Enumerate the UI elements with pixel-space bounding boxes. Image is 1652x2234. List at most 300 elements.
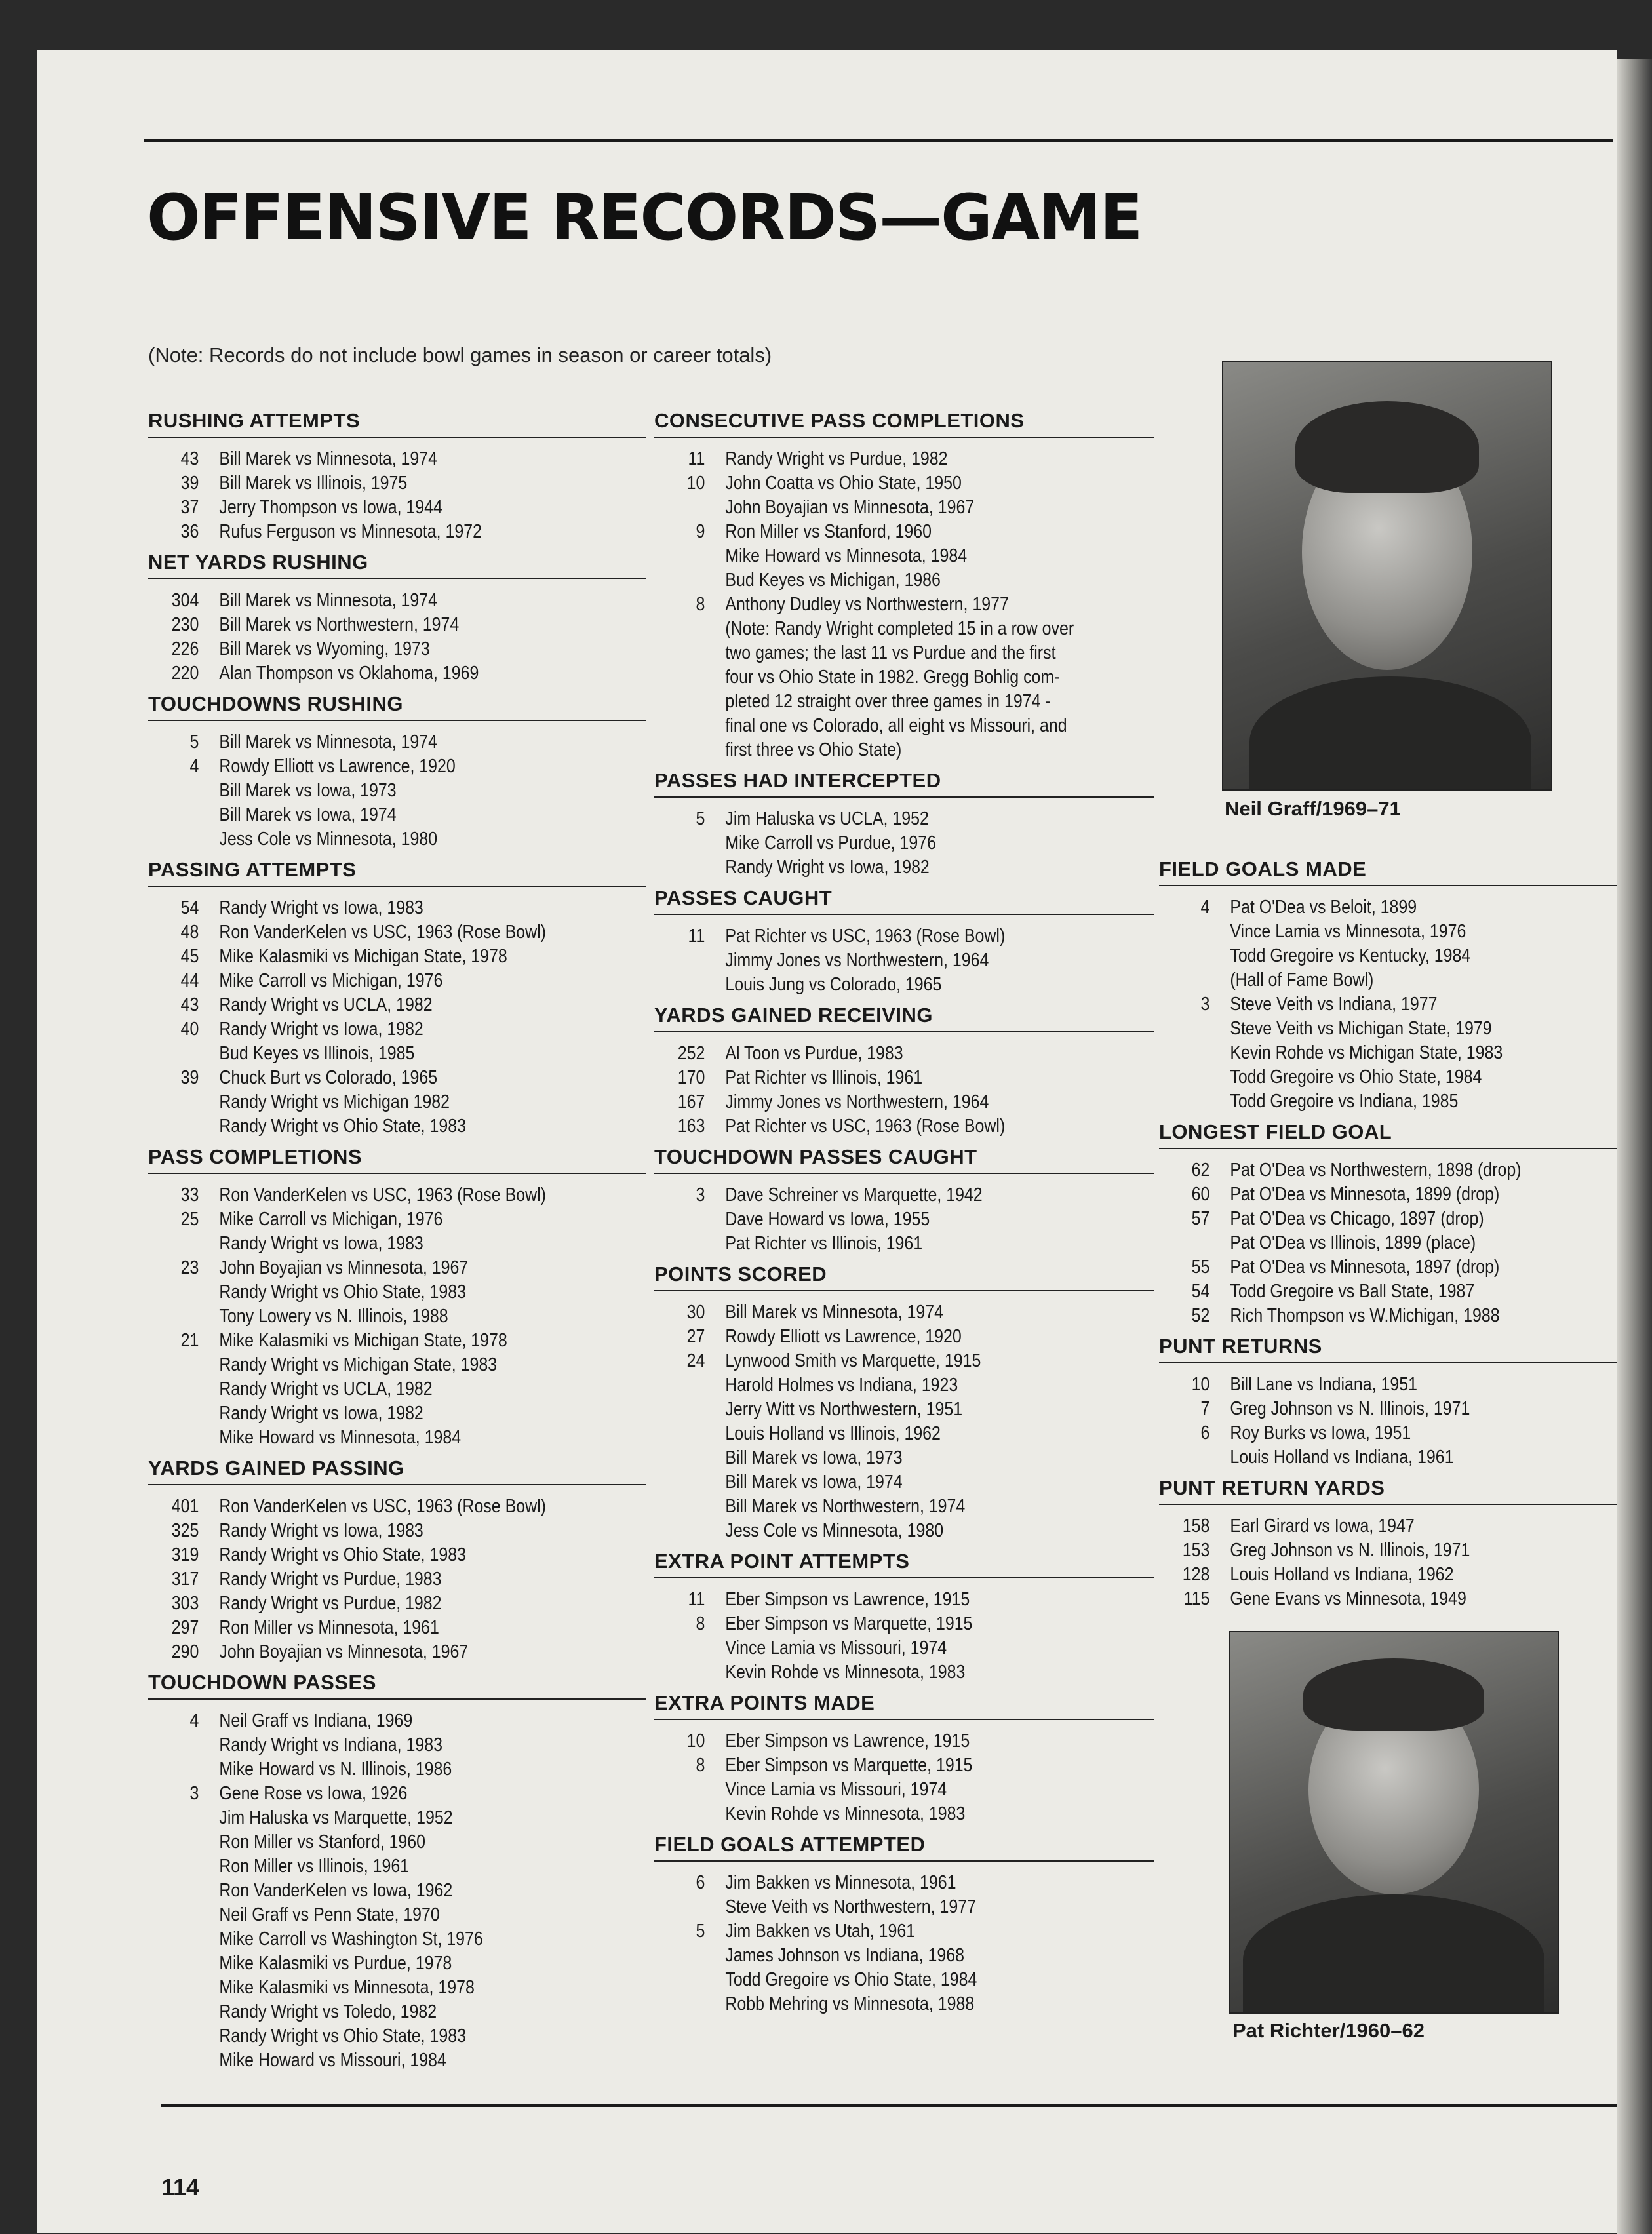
record-row — [148, 1280, 577, 1304]
photo-caption-pat-richter: Pat Richter/1960–62 — [1232, 2019, 1425, 2042]
section-heading: CONSECUTIVE PASS COMPLETIONS — [654, 409, 1154, 438]
record-row — [148, 471, 577, 496]
record-row — [654, 1519, 1084, 1543]
photo-pat-richter — [1229, 1631, 1559, 2014]
record-holder: Eber Simpson vs Lawrence, 1915 — [725, 1731, 970, 1752]
record-row — [148, 2024, 577, 2048]
record-holder: Alan Thompson vs Oklahoma, 1969 — [219, 663, 479, 684]
record-value — [148, 827, 199, 852]
record-row — [1159, 1445, 1552, 1470]
record-row — [654, 496, 1084, 520]
record-row — [1159, 1587, 1552, 1611]
record-row — [654, 471, 1084, 496]
record-row — [654, 1207, 1084, 1232]
record-row — [654, 807, 1084, 831]
record-value: 62 — [1191, 1160, 1210, 1181]
record-value — [148, 1377, 199, 1401]
record-value — [654, 1992, 705, 2016]
section-heading: YARDS GAINED RECEIVING — [654, 1004, 1154, 1032]
record-row — [1159, 1538, 1552, 1563]
record-value: 317 — [171, 1569, 199, 1590]
record-holder: Todd Gregoire vs Kentucky, 1984 — [1230, 945, 1471, 966]
record-row — [1159, 1563, 1552, 1587]
section-heading: PASSING ATTEMPTS — [148, 858, 646, 887]
record-holder: Rich Thompson vs W.Michigan, 1988 — [1230, 1305, 1500, 1326]
record-holder: Randy Wright vs Indiana, 1983 — [219, 1734, 442, 1755]
record-holder: Bill Marek vs Northwestern, 1974 — [219, 614, 460, 635]
record-value — [148, 803, 199, 827]
record-holder: Mike Howard vs N. Illinois, 1986 — [219, 1759, 452, 1780]
record-row — [148, 1976, 577, 2000]
record-value: 54 — [1191, 1281, 1210, 1302]
record-holder: Jim Bakken vs Minnesota, 1961 — [725, 1872, 956, 1893]
record-holder: Bud Keyes vs Illinois, 1985 — [219, 1043, 415, 1064]
record-value — [1159, 1017, 1210, 1041]
record-value — [148, 1280, 199, 1304]
record-value — [654, 1895, 705, 1919]
record-row — [1159, 1065, 1552, 1089]
record-row — [1159, 1207, 1552, 1231]
record-holder: Anthony Dudley vs Northwestern, 1977 — [725, 594, 1009, 615]
section-heading: LONGEST FIELD GOAL — [1159, 1120, 1617, 1149]
record-holder: Randy Wright vs Toledo, 1982 — [219, 2001, 437, 2022]
record-holder: (Hall of Fame Bowl) — [1230, 970, 1374, 990]
record-row — [654, 1612, 1084, 1636]
record-holder: Bill Marek vs Minnesota, 1974 — [219, 590, 438, 611]
record-value — [654, 1470, 705, 1495]
record-row — [654, 1660, 1084, 1685]
section-heading: EXTRA POINT ATTEMPTS — [654, 1550, 1154, 1578]
record-row — [1159, 1041, 1552, 1065]
record-holder: Mike Carroll vs Purdue, 1976 — [725, 833, 936, 853]
record-row — [654, 1301, 1084, 1325]
record-value — [654, 690, 705, 714]
record-value — [654, 1636, 705, 1660]
record-row — [654, 617, 1084, 641]
record-value: 128 — [1182, 1564, 1210, 1585]
record-row — [654, 447, 1084, 471]
page-binding-edge — [1617, 59, 1652, 2234]
record-value — [148, 1757, 199, 1782]
record-row — [148, 1830, 577, 1854]
record-value: 60 — [1191, 1184, 1210, 1205]
record-holder: Randy Wright vs Purdue, 1982 — [219, 1593, 442, 1614]
record-row — [654, 665, 1084, 690]
record-value: 5 — [189, 732, 199, 753]
record-row — [654, 924, 1084, 949]
record-value: 9 — [696, 521, 705, 542]
record-row — [148, 1592, 577, 1616]
record-holder: Randy Wright vs Ohio State, 1983 — [219, 1282, 466, 1303]
record-value: 48 — [180, 922, 199, 943]
record-holder: (Note: Randy Wright completed 15 in a row over — [725, 618, 1074, 639]
record-section — [654, 409, 1154, 762]
record-value — [654, 1398, 705, 1422]
record-value: 54 — [180, 897, 199, 918]
record-value — [148, 1353, 199, 1377]
record-value — [148, 1090, 199, 1114]
record-row — [654, 1871, 1084, 1895]
record-row — [148, 2000, 577, 2024]
record-value: 319 — [171, 1544, 199, 1565]
record-row — [148, 1042, 577, 1066]
record-row — [148, 1951, 577, 1976]
record-holder: Bill Marek vs Iowa, 1973 — [725, 1447, 903, 1468]
record-value: 163 — [677, 1116, 705, 1137]
record-value — [654, 714, 705, 738]
record-section — [654, 769, 1154, 880]
record-holder: John Boyajian vs Minnesota, 1967 — [725, 497, 975, 518]
record-value: 167 — [677, 1091, 705, 1112]
record-value: 5 — [696, 808, 705, 829]
record-holder: Mike Carroll vs Michigan, 1976 — [219, 1209, 443, 1230]
record-holder: Steve Veith vs Indiana, 1977 — [1230, 994, 1438, 1015]
record-row — [148, 730, 577, 754]
record-holder: Vince Lamia vs Missouri, 1974 — [725, 1779, 947, 1800]
record-holder: Greg Johnson vs N. Illinois, 1971 — [1230, 1540, 1470, 1561]
record-value — [148, 1806, 199, 1830]
record-row — [1159, 895, 1552, 920]
section-heading: YARDS GAINED PASSING — [148, 1457, 646, 1485]
record-value — [654, 949, 705, 973]
record-value: 11 — [688, 448, 705, 469]
record-holder: Al Toon vs Purdue, 1983 — [725, 1043, 903, 1064]
record-value: 25 — [180, 1209, 199, 1230]
record-holder: Randy Wright vs Ohio State, 1983 — [219, 1116, 466, 1137]
record-holder: Ron VanderKelen vs USC, 1963 (Rose Bowl) — [219, 1496, 546, 1517]
record-value — [654, 1778, 705, 1802]
record-value — [148, 1927, 199, 1951]
record-value — [148, 779, 199, 803]
record-value: 40 — [180, 1019, 199, 1040]
record-value: 8 — [696, 1613, 705, 1634]
record-row — [148, 1757, 577, 1782]
record-holder: Pat Richter vs USC, 1963 (Rose Bowl) — [725, 1116, 1006, 1137]
record-row — [148, 920, 577, 945]
record-section — [654, 1145, 1154, 1256]
record-section — [148, 409, 646, 544]
record-value: 39 — [180, 473, 199, 494]
record-value — [1159, 920, 1210, 944]
record-value — [654, 1968, 705, 1992]
record-row — [654, 544, 1084, 568]
section-heading: PASS COMPLETIONS — [148, 1145, 646, 1174]
record-row — [148, 1567, 577, 1592]
record-row — [148, 1927, 577, 1951]
photo-hair — [1303, 1658, 1484, 1731]
section-heading: PUNT RETURN YARDS — [1159, 1476, 1617, 1505]
record-row — [654, 1802, 1084, 1826]
record-row — [1159, 1280, 1552, 1304]
record-section — [1159, 1476, 1617, 1611]
record-value: 43 — [180, 994, 199, 1015]
record-value — [654, 738, 705, 762]
record-holder: Ron Miller vs Stanford, 1960 — [219, 1832, 426, 1852]
record-value — [654, 665, 705, 690]
record-row — [148, 1519, 577, 1543]
record-value — [654, 1519, 705, 1543]
record-row — [654, 1446, 1084, 1470]
record-row — [654, 1325, 1084, 1349]
record-holder: Eber Simpson vs Marquette, 1915 — [725, 1755, 973, 1776]
record-row — [654, 1066, 1084, 1090]
record-value: 57 — [1191, 1208, 1210, 1229]
record-holder: Robb Mehring vs Minnesota, 1988 — [725, 1993, 975, 2014]
record-row — [654, 1895, 1084, 1919]
record-value: 23 — [180, 1257, 199, 1278]
record-holder: Randy Wright vs Iowa, 1982 — [219, 1403, 423, 1424]
record-holder: Pat Richter vs Illinois, 1961 — [725, 1233, 923, 1254]
record-value — [148, 1401, 199, 1426]
record-value: 304 — [171, 590, 199, 611]
record-value: 24 — [686, 1350, 705, 1371]
record-row — [148, 803, 577, 827]
record-value: 290 — [171, 1641, 199, 1662]
record-row — [148, 827, 577, 852]
record-row — [654, 1232, 1084, 1256]
record-holder: Bill Marek vs Minnesota, 1974 — [219, 732, 438, 753]
section-heading: PASSES HAD INTERCEPTED — [654, 769, 1154, 798]
record-holder: Eber Simpson vs Lawrence, 1915 — [725, 1589, 970, 1610]
record-value — [654, 1373, 705, 1398]
record-holder: Bill Lane vs Indiana, 1951 — [1230, 1374, 1418, 1395]
record-row — [654, 714, 1084, 738]
record-holder: Ron Miller vs Minnesota, 1961 — [219, 1617, 439, 1638]
record-row — [148, 1495, 577, 1519]
record-row — [654, 1470, 1084, 1495]
record-value — [654, 568, 705, 593]
record-value: 11 — [688, 1589, 705, 1610]
record-value: 115 — [1183, 1588, 1210, 1609]
record-value — [654, 831, 705, 855]
record-value: 170 — [677, 1067, 705, 1088]
record-row — [148, 1377, 577, 1401]
record-holder: Pat O'Dea vs Beloit, 1899 — [1230, 897, 1417, 918]
record-holder: Mike Howard vs Minnesota, 1984 — [219, 1427, 462, 1448]
record-row — [654, 1636, 1084, 1660]
record-row — [148, 1183, 577, 1207]
bottom-rule — [161, 2104, 1617, 2107]
record-row — [148, 1066, 577, 1090]
record-holder: Bill Marek vs Illinois, 1975 — [219, 473, 408, 494]
record-value: 45 — [180, 946, 199, 967]
record-holder: pleted 12 straight over three games in 1974 - — [725, 691, 1051, 712]
record-row — [148, 496, 577, 520]
section-heading: EXTRA POINTS MADE — [654, 1691, 1154, 1720]
record-row — [654, 690, 1084, 714]
record-section — [148, 551, 646, 686]
record-section — [1159, 1120, 1617, 1328]
record-value — [654, 855, 705, 880]
record-value: 153 — [1182, 1540, 1210, 1561]
record-holder: Chuck Burt vs Colorado, 1965 — [219, 1067, 438, 1088]
record-value — [1159, 1065, 1210, 1089]
record-row — [654, 855, 1084, 880]
record-row — [1159, 1421, 1552, 1445]
record-row — [148, 1543, 577, 1567]
record-value: 37 — [180, 497, 199, 518]
record-value — [148, 1830, 199, 1854]
record-holder: Steve Veith vs Northwestern, 1977 — [725, 1896, 976, 1917]
record-value — [654, 1446, 705, 1470]
record-holder: James Johnson vs Indiana, 1968 — [725, 1945, 964, 1966]
record-row — [1159, 992, 1552, 1017]
record-row — [148, 1207, 577, 1232]
record-holder: Gene Evans vs Minnesota, 1949 — [1230, 1588, 1466, 1609]
record-holder: Randy Wright vs Michigan State, 1983 — [219, 1354, 498, 1375]
record-value: 10 — [686, 1731, 705, 1752]
record-row — [148, 661, 577, 686]
record-holder: Dave Howard vs Iowa, 1955 — [725, 1209, 930, 1230]
record-holder: Jim Bakken vs Utah, 1961 — [725, 1921, 916, 1942]
record-value: 43 — [180, 448, 199, 469]
record-value: 3 — [1200, 994, 1210, 1015]
record-section — [1159, 1335, 1617, 1470]
column-right — [1159, 857, 1617, 1611]
record-value — [148, 1879, 199, 1903]
record-holder: Mike Kalasmiki vs Minnesota, 1978 — [219, 1977, 475, 1998]
record-holder: Dave Schreiner vs Marquette, 1942 — [725, 1185, 983, 1205]
top-rule — [144, 139, 1613, 142]
section-heading: FIELD GOALS ATTEMPTED — [654, 1833, 1154, 1862]
record-section — [148, 692, 646, 852]
record-value — [1159, 968, 1210, 992]
record-section — [148, 858, 646, 1139]
record-holder: Louis Jung vs Colorado, 1965 — [725, 974, 942, 995]
record-holder: Todd Gregoire vs Ohio State, 1984 — [725, 1969, 977, 1990]
record-holder: Pat Richter vs USC, 1963 (Rose Bowl) — [725, 926, 1006, 947]
record-holder: Randy Wright vs Iowa, 1983 — [219, 1233, 423, 1254]
record-value — [148, 1976, 199, 2000]
page-title: OFFENSIVE RECORDS—GAME — [147, 181, 1142, 254]
record-value — [654, 1944, 705, 1968]
record-holder: Todd Gregoire vs Indiana, 1985 — [1230, 1091, 1459, 1112]
record-value: 55 — [1191, 1257, 1210, 1278]
record-holder: Rowdy Elliott vs Lawrence, 1920 — [725, 1326, 962, 1347]
record-value — [148, 1951, 199, 1976]
section-heading: TOUCHDOWN PASSES CAUGHT — [654, 1145, 1154, 1174]
record-row — [654, 1183, 1084, 1207]
record-value: 8 — [696, 1755, 705, 1776]
record-value: 44 — [180, 970, 199, 991]
record-value — [148, 1733, 199, 1757]
record-holder: Harold Holmes vs Indiana, 1923 — [725, 1375, 958, 1396]
record-holder: Steve Veith vs Michigan State, 1979 — [1230, 1018, 1492, 1039]
section-heading: NET YARDS RUSHING — [148, 551, 646, 579]
record-value: 33 — [180, 1185, 199, 1205]
record-row — [1159, 1304, 1552, 1328]
record-value — [148, 2048, 199, 2073]
record-holder: Pat Richter vs Illinois, 1961 — [725, 1067, 923, 1088]
record-value: 220 — [171, 663, 199, 684]
record-holder: Randy Wright vs Michigan 1982 — [219, 1091, 450, 1112]
section-heading: PUNT RETURNS — [1159, 1335, 1617, 1363]
section-heading: TOUCHDOWN PASSES — [148, 1671, 646, 1700]
record-row — [148, 1090, 577, 1114]
record-value: 11 — [688, 926, 705, 947]
record-section — [1159, 857, 1617, 1114]
record-section — [148, 1671, 646, 2073]
record-row — [148, 993, 577, 1017]
record-value: 252 — [677, 1043, 705, 1064]
record-holder: Pat O'Dea vs Minnesota, 1897 (drop) — [1230, 1257, 1500, 1278]
record-row — [654, 1422, 1084, 1446]
record-holder: John Boyajian vs Minnesota, 1967 — [219, 1641, 469, 1662]
record-row — [654, 1042, 1084, 1066]
record-row — [654, 1944, 1084, 1968]
record-value: 4 — [189, 756, 199, 777]
record-value: 226 — [171, 638, 199, 659]
record-section — [654, 1833, 1154, 2016]
record-holder: Randy Wright vs Ohio State, 1983 — [219, 2026, 466, 2047]
record-holder: two games; the last 11 vs Purdue and the first — [725, 642, 1056, 663]
record-row — [654, 949, 1084, 973]
photo-shoulders — [1243, 1894, 1544, 2014]
record-holder: Mike Howard vs Minnesota, 1984 — [725, 545, 968, 566]
record-value — [1159, 1445, 1210, 1470]
record-holder: Louis Holland vs Illinois, 1962 — [725, 1423, 941, 1444]
record-holder: Ron VanderKelen vs Iowa, 1962 — [219, 1880, 453, 1901]
record-row — [148, 1232, 577, 1256]
record-row — [1159, 968, 1552, 992]
record-holder: Neil Graff vs Indiana, 1969 — [219, 1710, 413, 1731]
photo-neil-graff — [1222, 361, 1552, 791]
record-value — [654, 1422, 705, 1446]
record-row — [148, 754, 577, 779]
record-holder: Randy Wright vs UCLA, 1982 — [219, 1379, 433, 1400]
record-row — [654, 1398, 1084, 1422]
record-value — [148, 1854, 199, 1879]
record-value: 401 — [171, 1496, 199, 1517]
record-value — [654, 1660, 705, 1685]
record-row — [148, 896, 577, 920]
record-value — [654, 1802, 705, 1826]
record-holder: Mike Kalasmiki vs Michigan State, 1978 — [219, 1330, 507, 1351]
record-holder: Bill Marek vs Minnesota, 1974 — [725, 1302, 944, 1323]
section-heading: RUSHING ATTEMPTS — [148, 409, 646, 438]
record-row — [654, 1754, 1084, 1778]
record-row — [148, 1401, 577, 1426]
record-holder: Kevin Rohde vs Minnesota, 1983 — [725, 1803, 966, 1824]
record-row — [1159, 1017, 1552, 1041]
section-heading: PASSES CAUGHT — [654, 886, 1154, 915]
record-value — [148, 2000, 199, 2024]
record-holder: Pat O'Dea vs Northwestern, 1898 (drop) — [1230, 1160, 1522, 1181]
record-holder: Vince Lamia vs Missouri, 1974 — [725, 1637, 947, 1658]
record-row — [1159, 1231, 1552, 1255]
record-holder: Randy Wright vs Purdue, 1983 — [219, 1569, 442, 1590]
record-row — [148, 945, 577, 969]
record-holder: Jimmy Jones vs Northwestern, 1964 — [725, 1091, 989, 1112]
record-holder: Bill Marek vs Iowa, 1974 — [219, 804, 397, 825]
record-value: 21 — [180, 1330, 199, 1351]
record-row — [654, 1588, 1084, 1612]
section-heading: FIELD GOALS MADE — [1159, 857, 1617, 886]
record-section — [148, 1145, 646, 1450]
record-holder: Bill Marek vs Minnesota, 1974 — [219, 448, 438, 469]
record-holder: Earl Girard vs Iowa, 1947 — [1230, 1516, 1415, 1537]
record-holder: Rowdy Elliott vs Lawrence, 1920 — [219, 756, 456, 777]
record-row — [654, 520, 1084, 544]
record-value: 6 — [696, 1872, 705, 1893]
record-value: 325 — [171, 1520, 199, 1541]
record-row — [148, 1733, 577, 1757]
record-value — [148, 1232, 199, 1256]
record-holder: Pat O'Dea vs Chicago, 1897 (drop) — [1230, 1208, 1484, 1229]
record-row — [148, 1879, 577, 1903]
record-section — [148, 1457, 646, 1664]
record-row — [148, 969, 577, 993]
